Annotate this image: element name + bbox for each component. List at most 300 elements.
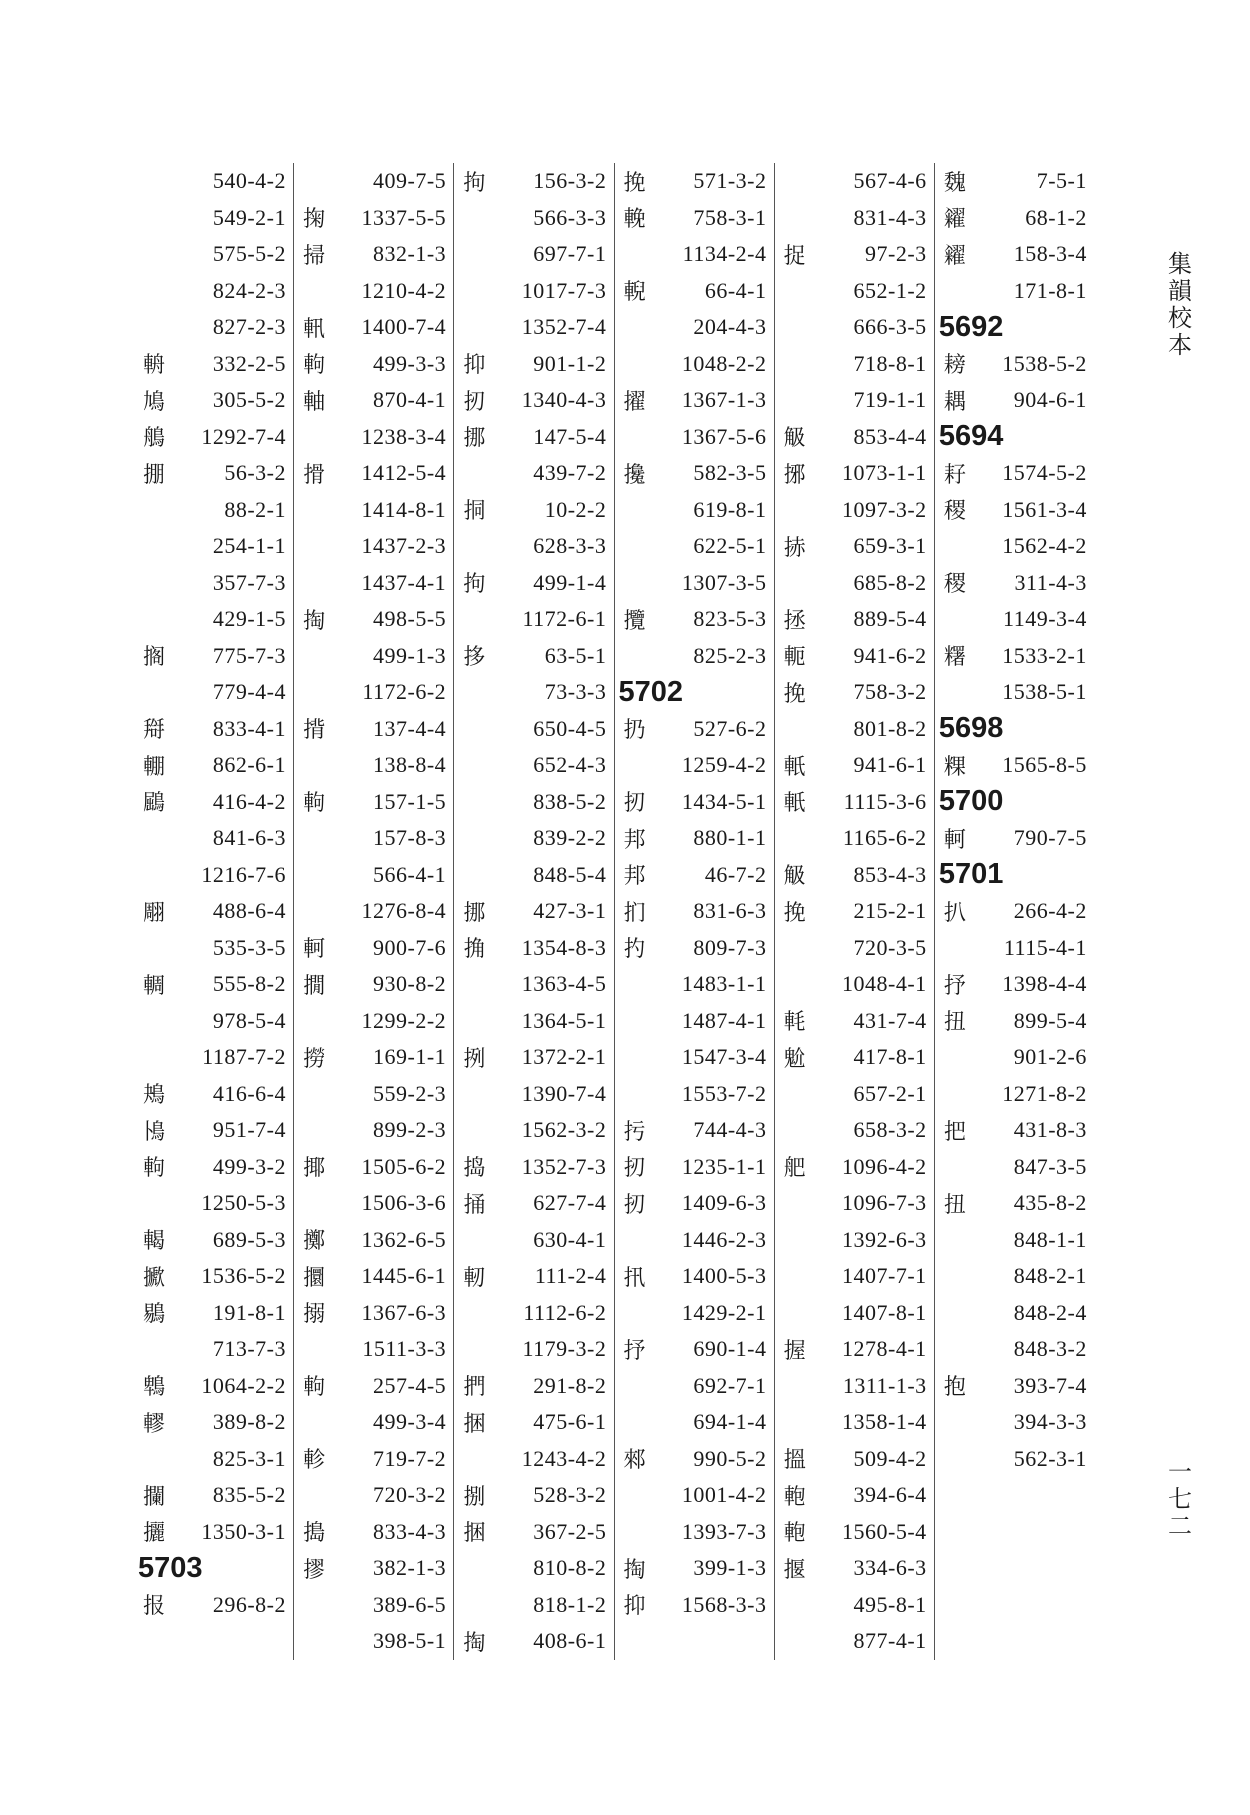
entry-reference: 158-3-4 — [1013, 241, 1087, 267]
index-entry — [775, 455, 934, 492]
index-entry — [615, 492, 774, 529]
index-entry — [294, 382, 453, 419]
index-entry — [615, 857, 774, 894]
entry-character: 撈 — [303, 1045, 326, 1071]
entry-reference: 1562-3-2 — [521, 1117, 607, 1143]
index-entry — [775, 857, 934, 894]
entry-reference: 1437-2-3 — [361, 533, 447, 559]
entry-reference: 157-1-5 — [373, 788, 447, 814]
index-entry — [615, 236, 774, 273]
entry-reference: 809-7-3 — [693, 934, 767, 960]
entry-reference: 559-2-3 — [373, 1080, 447, 1106]
index-entry — [775, 1003, 934, 1040]
entry-reference: 56-3-2 — [224, 460, 286, 486]
index-entry — [134, 601, 293, 638]
section-header: 5694 — [938, 420, 1004, 453]
entry-character: 觙 — [783, 425, 806, 451]
entry-reference: 1311-1-3 — [842, 1372, 927, 1398]
entry-reference: 137-4-4 — [373, 715, 447, 741]
index-entry — [294, 236, 453, 273]
index-entry — [454, 638, 613, 675]
entry-character: 抑 — [463, 352, 486, 378]
entry-character: 觙 — [783, 863, 806, 889]
entry-reference: 657-2-1 — [853, 1080, 927, 1106]
entry-reference: 1179-3-2 — [522, 1336, 607, 1362]
index-entry — [134, 273, 293, 310]
index-entry — [454, 784, 613, 821]
entry-character: 扭 — [943, 1191, 966, 1217]
index-entry — [775, 1331, 934, 1368]
index-entry — [935, 200, 1094, 237]
entry-character: 攬 — [623, 607, 646, 633]
index-entry — [615, 565, 774, 602]
index-entry — [134, 1295, 293, 1332]
index-entry — [615, 1003, 774, 1040]
entry-reference: 697-7-1 — [533, 241, 607, 267]
entry-reference: 692-7-1 — [693, 1372, 767, 1398]
entry-character: 軝 — [783, 790, 806, 816]
entry-character: 糴 — [943, 242, 966, 268]
index-entry — [775, 200, 934, 237]
entry-character: 捓 — [783, 461, 806, 487]
index-entry — [775, 820, 934, 857]
index-entry — [454, 1258, 613, 1295]
entry-character: 攌 — [303, 1264, 326, 1290]
index-entry — [134, 528, 293, 565]
entry-reference: 1538-5-1 — [1002, 679, 1087, 705]
index-entry — [294, 1149, 453, 1186]
entry-character: 抱 — [943, 1374, 966, 1400]
index-entry — [454, 419, 613, 456]
entry-reference: 1048-2-2 — [681, 350, 767, 376]
entry-reference: 848-2-1 — [1013, 1263, 1087, 1289]
index-entry — [775, 382, 934, 419]
index-entry — [294, 820, 453, 857]
entry-reference: 571-3-2 — [693, 168, 767, 194]
entry-character: 捉 — [783, 242, 806, 268]
index-entry — [615, 163, 774, 200]
entry-reference: 332-2-5 — [212, 350, 286, 376]
index-entry — [294, 857, 453, 894]
index-entry — [615, 930, 774, 967]
entry-reference: 622-5-1 — [693, 533, 767, 559]
entry-character: 摎 — [303, 1556, 326, 1582]
index-entry — [134, 1477, 293, 1514]
entry-reference: 435-8-2 — [1013, 1190, 1087, 1216]
index-entry — [294, 455, 453, 492]
entry-reference: 1434-5-1 — [681, 788, 767, 814]
entry-reference: 831-6-3 — [693, 898, 767, 924]
index-entry — [454, 1477, 613, 1514]
entry-reference: 1367-5-6 — [681, 423, 767, 449]
index-entry — [454, 930, 613, 967]
entry-reference: 495-8-1 — [853, 1591, 927, 1617]
entry-reference: 719-1-1 — [853, 387, 927, 413]
index-entry — [294, 1039, 453, 1076]
entry-character: 邦 — [623, 863, 646, 889]
entry-reference: 690-1-4 — [693, 1336, 767, 1362]
entry-reference: 1367-1-3 — [681, 387, 767, 413]
entry-reference: 88-2-1 — [224, 496, 286, 522]
entry-character: 掏 — [623, 1556, 646, 1582]
entry-character: 掤 — [142, 461, 165, 487]
entry-character: 軝 — [783, 753, 806, 779]
index-entry — [935, 966, 1094, 1003]
entry-reference: 930-8-2 — [373, 971, 447, 997]
entry-reference: 1112-6-2 — [523, 1299, 607, 1325]
entry-reference: 1538-5-2 — [1002, 350, 1087, 376]
index-entry — [935, 1149, 1094, 1186]
entry-character: 擲 — [303, 1228, 326, 1254]
entry-character: 糬 — [943, 644, 966, 670]
entry-character: 挽 — [783, 680, 806, 706]
entry-reference: 1358-1-4 — [842, 1409, 927, 1435]
index-entry — [134, 236, 293, 273]
entry-reference: 835-5-2 — [212, 1482, 286, 1508]
entry-reference: 758-3-2 — [853, 679, 927, 705]
entry-reference: 652-1-2 — [853, 277, 927, 303]
index-entry — [935, 1039, 1094, 1076]
entry-reference: 1506-3-6 — [361, 1190, 447, 1216]
entry-character: 捆 — [463, 1520, 486, 1546]
entry-reference: 191-8-1 — [212, 1299, 286, 1325]
index-entry — [454, 747, 613, 784]
index-entry — [615, 1112, 774, 1149]
entry-reference: 1278-4-1 — [842, 1336, 927, 1362]
entry-reference: 10-2-2 — [544, 496, 607, 522]
entry-reference: 718-8-1 — [853, 350, 927, 376]
index-entry — [615, 1514, 774, 1551]
entry-character: 把 — [943, 1118, 966, 1144]
entry-reference: 1097-3-2 — [842, 496, 927, 522]
entry-reference: 528-3-2 — [533, 1482, 607, 1508]
entry-reference: 1073-1-1 — [842, 460, 927, 486]
index-entry — [775, 1441, 934, 1478]
index-entry — [935, 1331, 1094, 1368]
index-entry — [775, 1514, 934, 1551]
entry-reference: 431-8-3 — [1013, 1117, 1087, 1143]
entry-reference: 1340-4-3 — [521, 387, 607, 413]
entry-reference: 394-3-3 — [1013, 1409, 1087, 1435]
index-entry — [775, 1039, 934, 1076]
entry-reference: 1165-6-2 — [842, 825, 927, 851]
entry-character: 軫 — [303, 1447, 326, 1473]
entry-reference: 1216-7-6 — [201, 861, 286, 887]
index-entry — [775, 1587, 934, 1624]
entry-reference: 111-2-4 — [534, 1263, 607, 1289]
entry-reference: 650-4-5 — [533, 715, 607, 741]
entry-character: 輓 — [623, 206, 646, 232]
index-entry — [294, 1076, 453, 1113]
entry-character: 軛 — [783, 644, 806, 670]
entry-reference: 801-8-2 — [853, 715, 927, 741]
entry-reference: 1409-6-3 — [681, 1190, 767, 1216]
index-entry — [294, 784, 453, 821]
entry-reference: 848-5-4 — [533, 861, 607, 887]
entry-reference: 367-2-5 — [533, 1518, 607, 1544]
entry-character: 揶 — [303, 1155, 326, 1181]
entry-character: 軐 — [303, 315, 326, 341]
entry-character: 搗 — [303, 1520, 326, 1546]
entry-reference: 1187-7-2 — [202, 1044, 286, 1070]
entry-reference: 825-3-1 — [212, 1445, 286, 1471]
index-entry — [294, 1404, 453, 1441]
entry-character: 捅 — [463, 1191, 486, 1217]
index-entry — [294, 1222, 453, 1259]
index-entry — [454, 674, 613, 711]
running-header: 集韻校本 — [1168, 252, 1192, 359]
index-entry — [615, 1550, 774, 1587]
entry-reference: 1414-8-1 — [361, 496, 447, 522]
index-entry — [775, 1112, 934, 1149]
entry-character: 扝 — [623, 1118, 646, 1144]
index-entry — [294, 346, 453, 383]
index-entry — [615, 455, 774, 492]
entry-character: 拯 — [783, 607, 806, 633]
entry-reference: 1412-5-4 — [361, 460, 447, 486]
index-entry — [615, 1368, 774, 1405]
entry-reference: 1292-7-4 — [201, 423, 286, 449]
index-entry — [134, 455, 293, 492]
entry-reference: 398-5-1 — [373, 1628, 447, 1654]
index-entry — [134, 382, 293, 419]
index-entry — [775, 1404, 934, 1441]
index-entry — [134, 711, 293, 748]
index-entry — [454, 1222, 613, 1259]
entry-reference: 1354-8-3 — [521, 934, 607, 960]
entry-reference: 870-4-1 — [373, 387, 447, 413]
index-entry — [775, 565, 934, 602]
entry-reference: 266-4-2 — [1013, 898, 1087, 924]
entry-reference: 399-1-3 — [693, 1555, 767, 1581]
index-entry — [615, 1076, 774, 1113]
entry-reference: 990-5-2 — [693, 1445, 767, 1471]
index-entry — [134, 930, 293, 967]
index-entry — [615, 784, 774, 821]
index-entry — [134, 820, 293, 857]
entry-reference: 157-8-3 — [373, 825, 447, 851]
index-entry — [454, 1149, 613, 1186]
index-entry — [454, 163, 613, 200]
entry-reference: 1400-7-4 — [361, 314, 447, 340]
index-column — [774, 163, 934, 1660]
entry-reference: 694-1-4 — [693, 1409, 767, 1435]
entry-character: 軳 — [783, 1483, 806, 1509]
index-entry — [615, 1331, 774, 1368]
index-entry — [294, 1477, 453, 1514]
entry-reference: 417-8-1 — [853, 1044, 927, 1070]
entry-reference: 1362-6-5 — [361, 1226, 447, 1252]
entry-reference: 758-3-1 — [693, 204, 767, 230]
index-entry — [454, 492, 613, 529]
entry-reference: 439-7-2 — [533, 460, 607, 486]
index-entry — [935, 1258, 1094, 1295]
entry-character: 捌 — [463, 1483, 486, 1509]
entry-character: 抒 — [943, 972, 966, 998]
index-entry — [454, 455, 613, 492]
index-entry — [775, 1185, 934, 1222]
entry-reference: 1001-4-2 — [681, 1482, 767, 1508]
entry-reference: 833-4-1 — [212, 715, 286, 741]
entry-character: 抒 — [623, 1337, 646, 1363]
entry-reference: 825-2-3 — [693, 642, 767, 668]
index-entry — [775, 601, 934, 638]
entry-character: 郲 — [623, 1447, 646, 1473]
entry-reference: 775-7-3 — [212, 642, 286, 668]
entry-character: 輵 — [142, 1228, 165, 1254]
entry-reference: 540-4-2 — [212, 168, 286, 194]
entry-reference: 823-5-3 — [693, 606, 767, 632]
entry-character: 軥 — [303, 790, 326, 816]
index-entry — [294, 200, 453, 237]
index-entry — [294, 966, 453, 1003]
index-entry — [775, 674, 934, 711]
entry-reference: 810-8-2 — [533, 1555, 607, 1581]
entry-reference: 652-4-3 — [533, 752, 607, 778]
entry-reference: 839-2-2 — [533, 825, 607, 851]
index-entry — [935, 1185, 1094, 1222]
entry-character: 挒 — [463, 1045, 486, 1071]
entry-reference: 1363-4-5 — [521, 971, 607, 997]
index-entry — [775, 1295, 934, 1332]
index-entry — [775, 1623, 934, 1660]
index-entry — [134, 1222, 293, 1259]
entry-reference: 862-6-1 — [212, 752, 286, 778]
entry-character: 捔 — [463, 936, 486, 962]
entry-character: 鳩 — [142, 388, 165, 414]
entry-character: 輣 — [142, 753, 165, 779]
entry-character: 耔 — [943, 461, 966, 487]
entry-character: 翢 — [142, 899, 165, 925]
entry-character: 輗 — [623, 279, 646, 305]
entry-reference: 889-5-4 — [853, 606, 927, 632]
index-entry — [134, 784, 293, 821]
index-entry — [454, 1550, 613, 1587]
entry-reference: 841-6-3 — [212, 825, 286, 851]
entry-reference: 744-4-3 — [693, 1117, 767, 1143]
section-header: 5703 — [138, 1551, 203, 1584]
entry-reference: 1235-1-1 — [681, 1153, 767, 1179]
entry-reference: 416-4-2 — [212, 788, 286, 814]
entry-reference: 499-3-4 — [373, 1409, 447, 1435]
entry-reference: 658-3-2 — [853, 1117, 927, 1143]
index-column — [614, 163, 774, 1660]
index-entry — [294, 528, 453, 565]
entry-character: 抑 — [623, 1593, 646, 1619]
entry-reference: 1172-6-1 — [522, 606, 607, 632]
index-entry — [294, 674, 453, 711]
index-entry — [935, 492, 1094, 529]
entry-character: 軥 — [303, 1374, 326, 1400]
entry-character: 搵 — [783, 1447, 806, 1473]
entry-reference: 1149-3-4 — [1003, 606, 1087, 632]
entry-reference: 409-7-5 — [373, 168, 447, 194]
entry-reference: 1276-8-4 — [361, 898, 447, 924]
entry-reference: 659-3-1 — [853, 533, 927, 559]
entry-character: 輈 — [142, 352, 165, 378]
entry-reference: 1511-3-3 — [362, 1336, 447, 1362]
index-entry — [615, 382, 774, 419]
entry-reference: 416-6-4 — [212, 1080, 286, 1106]
index-entry — [615, 1185, 774, 1222]
index-entry — [615, 528, 774, 565]
index-entry — [775, 638, 934, 675]
entry-reference: 978-5-4 — [212, 1007, 286, 1033]
entry-reference: 904-6-1 — [1013, 387, 1087, 413]
entry-reference: 334-6-3 — [853, 1555, 927, 1581]
entry-reference: 549-2-1 — [212, 204, 286, 230]
entry-reference: 1536-5-2 — [201, 1263, 286, 1289]
entry-character: 搰 — [303, 461, 326, 487]
index-entry — [454, 820, 613, 857]
entry-character: 搿 — [142, 717, 165, 743]
entry-reference: 1487-4-1 — [681, 1007, 767, 1033]
entry-reference: 951-7-4 — [212, 1117, 286, 1143]
entry-reference: 901-2-6 — [1013, 1044, 1087, 1070]
index-entry — [775, 346, 934, 383]
entry-reference: 1505-6-2 — [361, 1153, 447, 1179]
index-entry — [935, 455, 1094, 492]
index-entry — [935, 382, 1094, 419]
index-entry — [615, 1295, 774, 1332]
entry-character: 扔 — [623, 717, 646, 743]
entry-character: 鳪 — [142, 1118, 165, 1144]
entry-character: 挏 — [463, 498, 486, 524]
entry-character: 扚 — [623, 936, 646, 962]
index-entry — [615, 273, 774, 310]
entry-reference: 171-8-1 — [1013, 277, 1087, 303]
index-entry — [775, 1222, 934, 1259]
index-entry — [775, 1550, 934, 1587]
entry-character: 擨 — [142, 1264, 165, 1290]
index-entry — [134, 1185, 293, 1222]
entry-reference: 408-6-1 — [533, 1628, 607, 1654]
entry-reference: 1560-5-4 — [842, 1518, 927, 1544]
index-column — [293, 163, 453, 1660]
entry-character: 揠 — [783, 1556, 806, 1582]
index-entry — [134, 200, 293, 237]
index-entry — [775, 930, 934, 967]
entry-character: 扨 — [463, 388, 486, 414]
index-entry — [615, 1441, 774, 1478]
entry-reference: 899-2-3 — [373, 1117, 447, 1143]
index-entry — [615, 1404, 774, 1441]
section-header: 5692 — [938, 310, 1004, 343]
entry-reference: 1243-4-2 — [521, 1445, 607, 1471]
entry-reference: 156-3-2 — [533, 168, 607, 194]
index-entry — [294, 1441, 453, 1478]
index-entry — [454, 1368, 613, 1405]
entry-character: 攦 — [142, 1520, 165, 1546]
index-entry — [294, 1623, 453, 1660]
index-entry — [615, 1587, 774, 1624]
index-entry — [454, 966, 613, 1003]
entry-reference: 1364-5-1 — [521, 1007, 607, 1033]
entry-character: 扨 — [623, 1155, 646, 1181]
entry-character: 轇 — [142, 1410, 165, 1436]
index-entry — [134, 1258, 293, 1295]
entry-reference: 630-4-1 — [533, 1226, 607, 1252]
entry-reference: 1048-4-1 — [842, 971, 927, 997]
entry-reference: 899-5-4 — [1013, 1007, 1087, 1033]
entry-reference: 169-1-1 — [373, 1044, 447, 1070]
index-entry — [935, 601, 1094, 638]
entry-character: 軥 — [142, 1155, 165, 1181]
index-entry — [454, 382, 613, 419]
index-entry — [454, 1441, 613, 1478]
entry-reference: 720-3-5 — [853, 934, 927, 960]
index-entry — [454, 346, 613, 383]
